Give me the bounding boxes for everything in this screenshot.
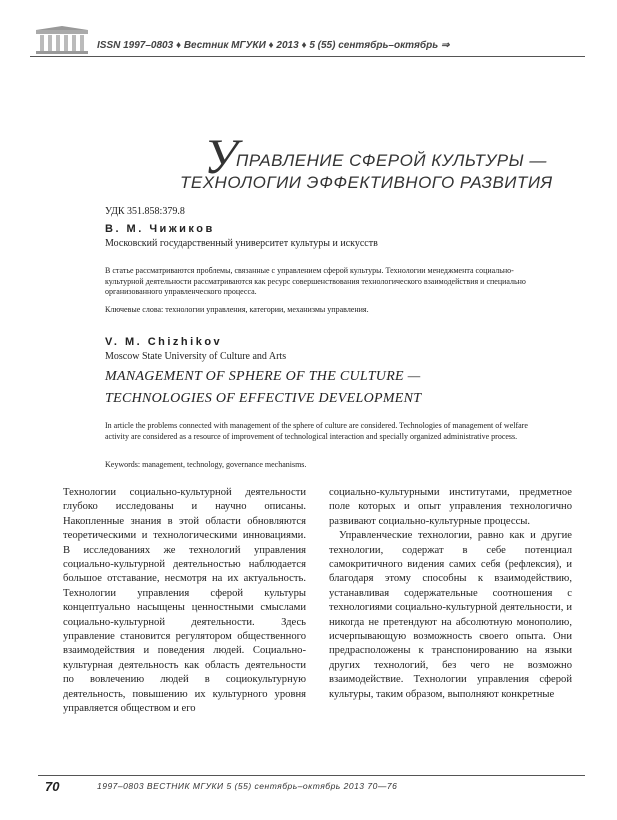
- footer-rule: [38, 775, 585, 776]
- udk-code: УДК 351.858:379.8: [105, 206, 185, 217]
- body-paragraph: социально-культурными институтами, предметное поле которых и опыт управления технологично развивают социально-культурные процессы.: [329, 487, 572, 527]
- body-column-left: [63, 486, 306, 717]
- article-title-line1: ПРАВЛЕНИЕ СФЕРОЙ КУЛЬТУРЫ —: [236, 151, 547, 170]
- article-title-line2: ТЕХНОЛОГИИ ЭФФЕКТИВНОГО РАЗВИТИЯ: [180, 173, 553, 192]
- keywords-en: Keywords: management, technology, governance mechanisms.: [105, 460, 307, 469]
- abstract-en: In article the problems connected with management of the sphere of culture are considered. Technologies of management of welfare activity are considered as a resource of improvement of technological interaction and specially organized administrative process.: [105, 421, 528, 441]
- title-initial: У: [204, 128, 238, 184]
- body-paragraph: Технологии социально-культурной деятельности глубоко исследованы и научно описаны. Накопленные знания в этой области обновляются теоретическими и технологическими инновациями. В исследованиях же технологий управления социально-культурной деятельностью наблюдается большое отставание, несмотря на их актуальность. Технологии управления сферой культуры концептуально насыщены ценностными смыслами социально-культурной деятельности. Здесь управление становится регулятором общественного взаимодействия и поведения людей. Социально-культурная деятельность как область деятельности по вовлечению людей в социокультурную деятельность, повышению их культурного уровня управляется обществом и его: [63, 487, 306, 715]
- body-paragraph: Управленческие технологии, равно как и другие технологии, содержат в себе потенциал самокритичного видения самих себя (рефлексия), и благодаря этому способны к взаимодействию, устанавливая содержательные соотношения с технологиями социально-культурной деятельности, и никогда не претендуют на абсолютную монополию, исчерпывающую возможность своего опыта. Они предрасположены к транспонированию на языки других технологий, без чего не возможно взаимодействие. Технологии управления сферой культуры, таким образом, выполняют конкретные: [329, 530, 572, 700]
- keywords-ru: Ключевые слова: технологии управления, категории, механизмы управления.: [105, 305, 369, 314]
- abstract-ru: В статье рассматриваются проблемы, связанные с управлением сферой культуры. Технологии менеджмента социально-культурной деятельности рассматриваются как ресурс совершенствования технологического взаимодействия и специально организованного управленческого процесса.: [105, 266, 526, 296]
- page-number: 70: [45, 779, 60, 794]
- author-ru: В. М. Чижиков: [105, 223, 215, 235]
- body-column-right: [329, 486, 572, 702]
- affiliation-ru: Московский государственный университет культуры и искусств: [105, 238, 378, 249]
- title-en-line2: TECHNOLOGIES OF EFFECTIVE DEVELOPMENT: [105, 391, 422, 406]
- title-en-line1: MANAGEMENT OF SPHERE OF THE CULTURE —: [105, 369, 421, 384]
- footer-citation: 1997–0803 ВЕСТНИК МГУКИ 5 (55) сентябрь–октябрь 2013 70—76: [97, 781, 398, 791]
- affiliation-en: Moscow State University of Culture and Arts: [105, 351, 287, 362]
- journal-logo-icon: [32, 26, 92, 56]
- running-header: ISSN 1997–0803 ♦ Вестник МГУКИ ♦ 2013 ♦ 5 (55) сентябрь–октябрь ⇒: [97, 40, 450, 51]
- header-rule: [30, 56, 585, 57]
- author-en: V. M. Chizhikov: [105, 336, 223, 348]
